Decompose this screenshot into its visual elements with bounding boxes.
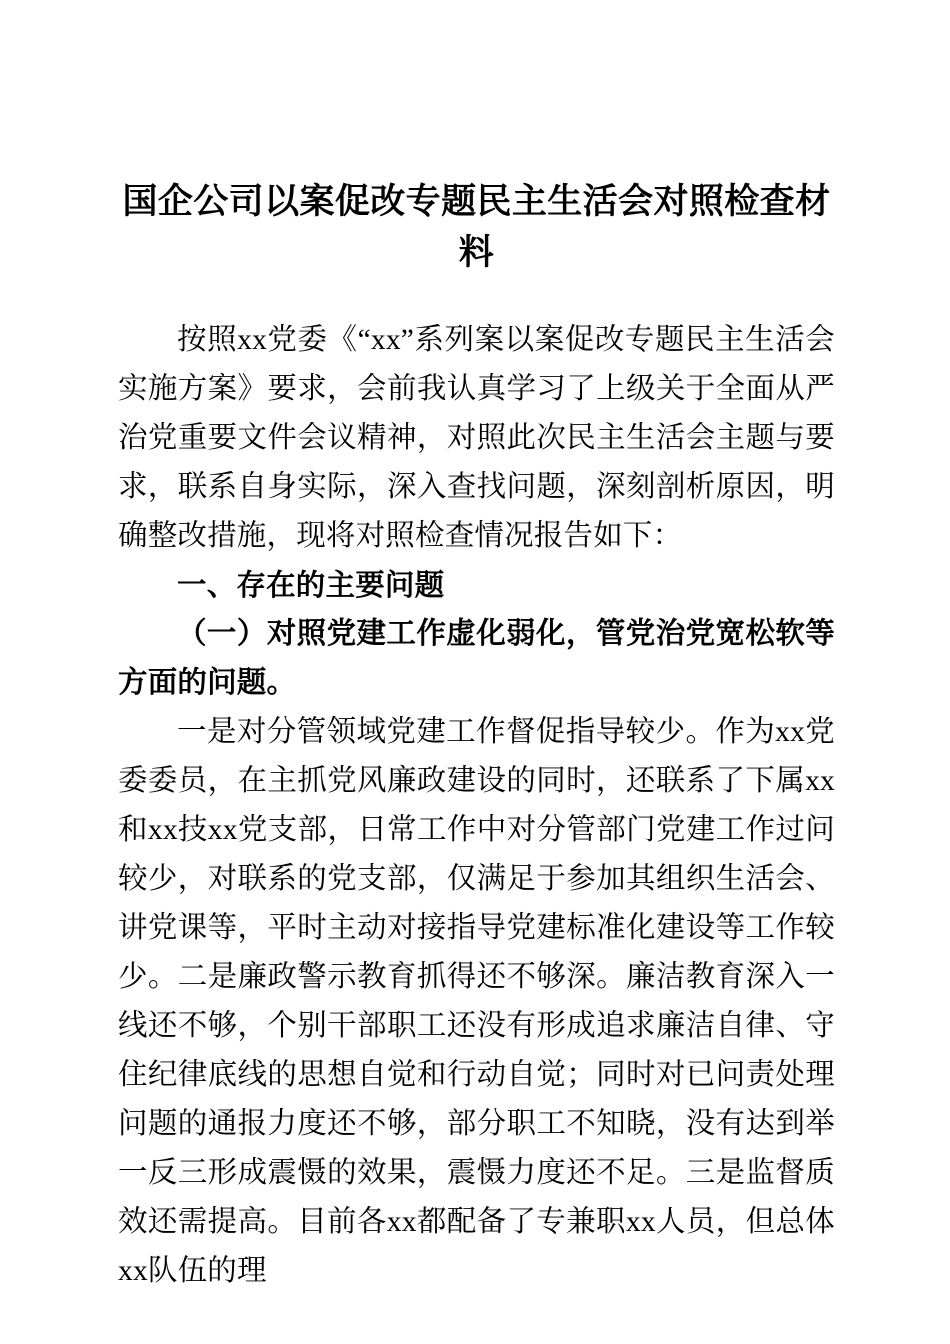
subsection-heading-party-building: （一）对照党建工作虚化弱化，管党治党宽松软等方面的问题。	[118, 618, 835, 699]
document-content-column	[118, 0, 835, 1296]
preamble-paragraph: 按照xx党委《“xx”系列案以案促改专题民主生活会实施方案》要求，会前我认真学习了上级关于全面从严治党重要文件会议精神，对照此次民主生活会主题与要求，联系自身实际，深入查找问题，深刻剖析原因，明确整改措施，现将对照检查情况报告如下：	[118, 324, 835, 552]
document-title: 国企公司以案促改专题民主生活会对照检查材料	[122, 182, 831, 272]
subsection-body-party-building: 一是对分管领域党建工作督促指导较少。作为xx党委委员，在主抓党风廉政建设的同时，还联系了下属xx和xx技xx党支部，日常工作中对分管部门党建工作过问较少，对联系的党支部，仅满足于参加其组织生活会、讲党课等，平时主动对接指导党建标准化建设等工作较少。二是廉政警示教育抓得还不够深。廉洁教育深入一线还不够，个别干部职工还没有形成追求廉洁自律、守住纪律底线的思想自觉和行动自觉；同时对已问责处理问题的通报力度还不够，部分职工不知晓，没有达到举一反三形成震慑的效果，震慑力度还不足。三是监督质效还需提高。目前各xx都配备了专兼职xx人员，但总体xx队伍的理	[118, 716, 835, 1287]
section-heading-main-problems: 一、存在的主要问题	[177, 569, 445, 602]
